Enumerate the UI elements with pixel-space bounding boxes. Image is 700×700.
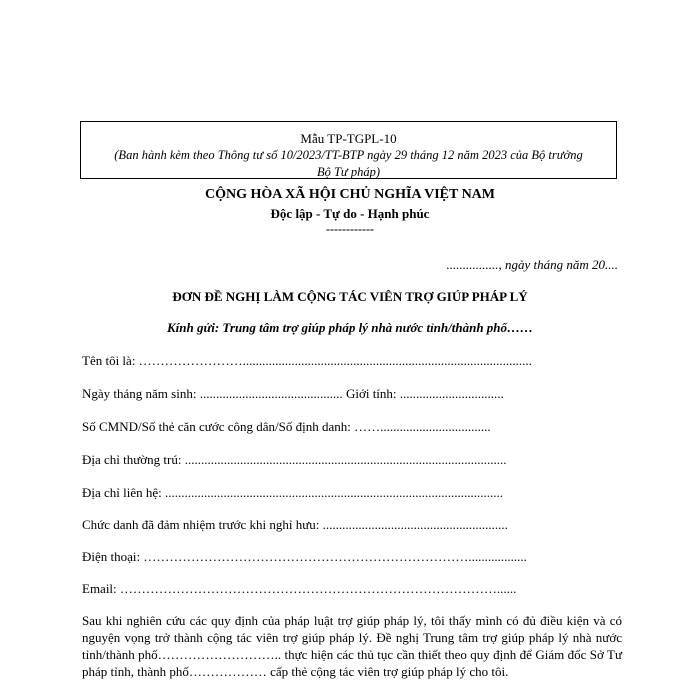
form-code: Mẫu TP-TGPL-10 xyxy=(300,131,397,146)
former-title-field: Chức danh đã đảm nhiệm trước khi nghỉ hưu: ......................................................... xyxy=(82,517,508,532)
form-header-box xyxy=(80,121,617,179)
motto-separator: ------------ xyxy=(326,222,374,236)
contact-address-field: Địa chỉ liên hệ: ........................................................................................................ xyxy=(82,485,504,500)
document-title: ĐƠN ĐỀ NGHỊ LÀM CỘNG TÁC VIÊN TRỢ GIÚP PHÁP LÝ xyxy=(172,289,528,304)
request-paragraph: Sau khi nghiên cứu các quy định của pháp luật trợ giúp pháp lý, tôi thấy mình có đủ điều kiện và có nguyện vọng trở thành cộng tác viên trợ giúp pháp lý. Đề nghị Trung tâm trợ giúp pháp lý nhà nước tỉnh/thành phố……………………….. thực hiện các thủ tục cần thiết theo quy định để Giám đốc Sở Tư pháp tỉnh, thành phố……………… cấp thẻ cộng tác viên trợ giúp pháp lý cho tôi. xyxy=(82,613,622,679)
issued-by-line-2: Bộ Tư pháp) xyxy=(316,165,381,179)
permanent-address-field: Địa chỉ thường trú: ................................................................................................... xyxy=(82,452,507,467)
birth-gender-field: Ngày tháng năm sinh: ............................................ Giới tính: ................................ xyxy=(82,386,504,401)
name-field: Tên tôi là: ……………………......................................................................................... xyxy=(82,353,532,368)
recipient-line: Kính gửi: Trung tâm trợ giúp pháp lý nhà nước tỉnh/thành phố…… xyxy=(166,320,534,335)
date-line: ................, ngày tháng năm 20.... xyxy=(446,257,618,272)
phone-field: Điện thoại: ………………………………………………………………….................. xyxy=(82,549,527,564)
national-motto: Độc lập - Tự do - Hạnh phúc xyxy=(270,206,430,221)
issued-by-line-1: (Ban hành kèm theo Thông tư số 10/2023/TT-BTP ngày 29 tháng 12 năm 2023 của Bộ trưởng xyxy=(114,148,583,162)
email-field: Email: ……………………………………………………………………………...... xyxy=(82,581,517,596)
national-name: CỘNG HÒA XÃ HỘI CHỦ NGHĨA VIỆT NAM xyxy=(204,187,495,202)
id-number-field: Số CMND/Số thẻ căn cước công dân/Số định danh: …….................................. xyxy=(82,419,491,434)
